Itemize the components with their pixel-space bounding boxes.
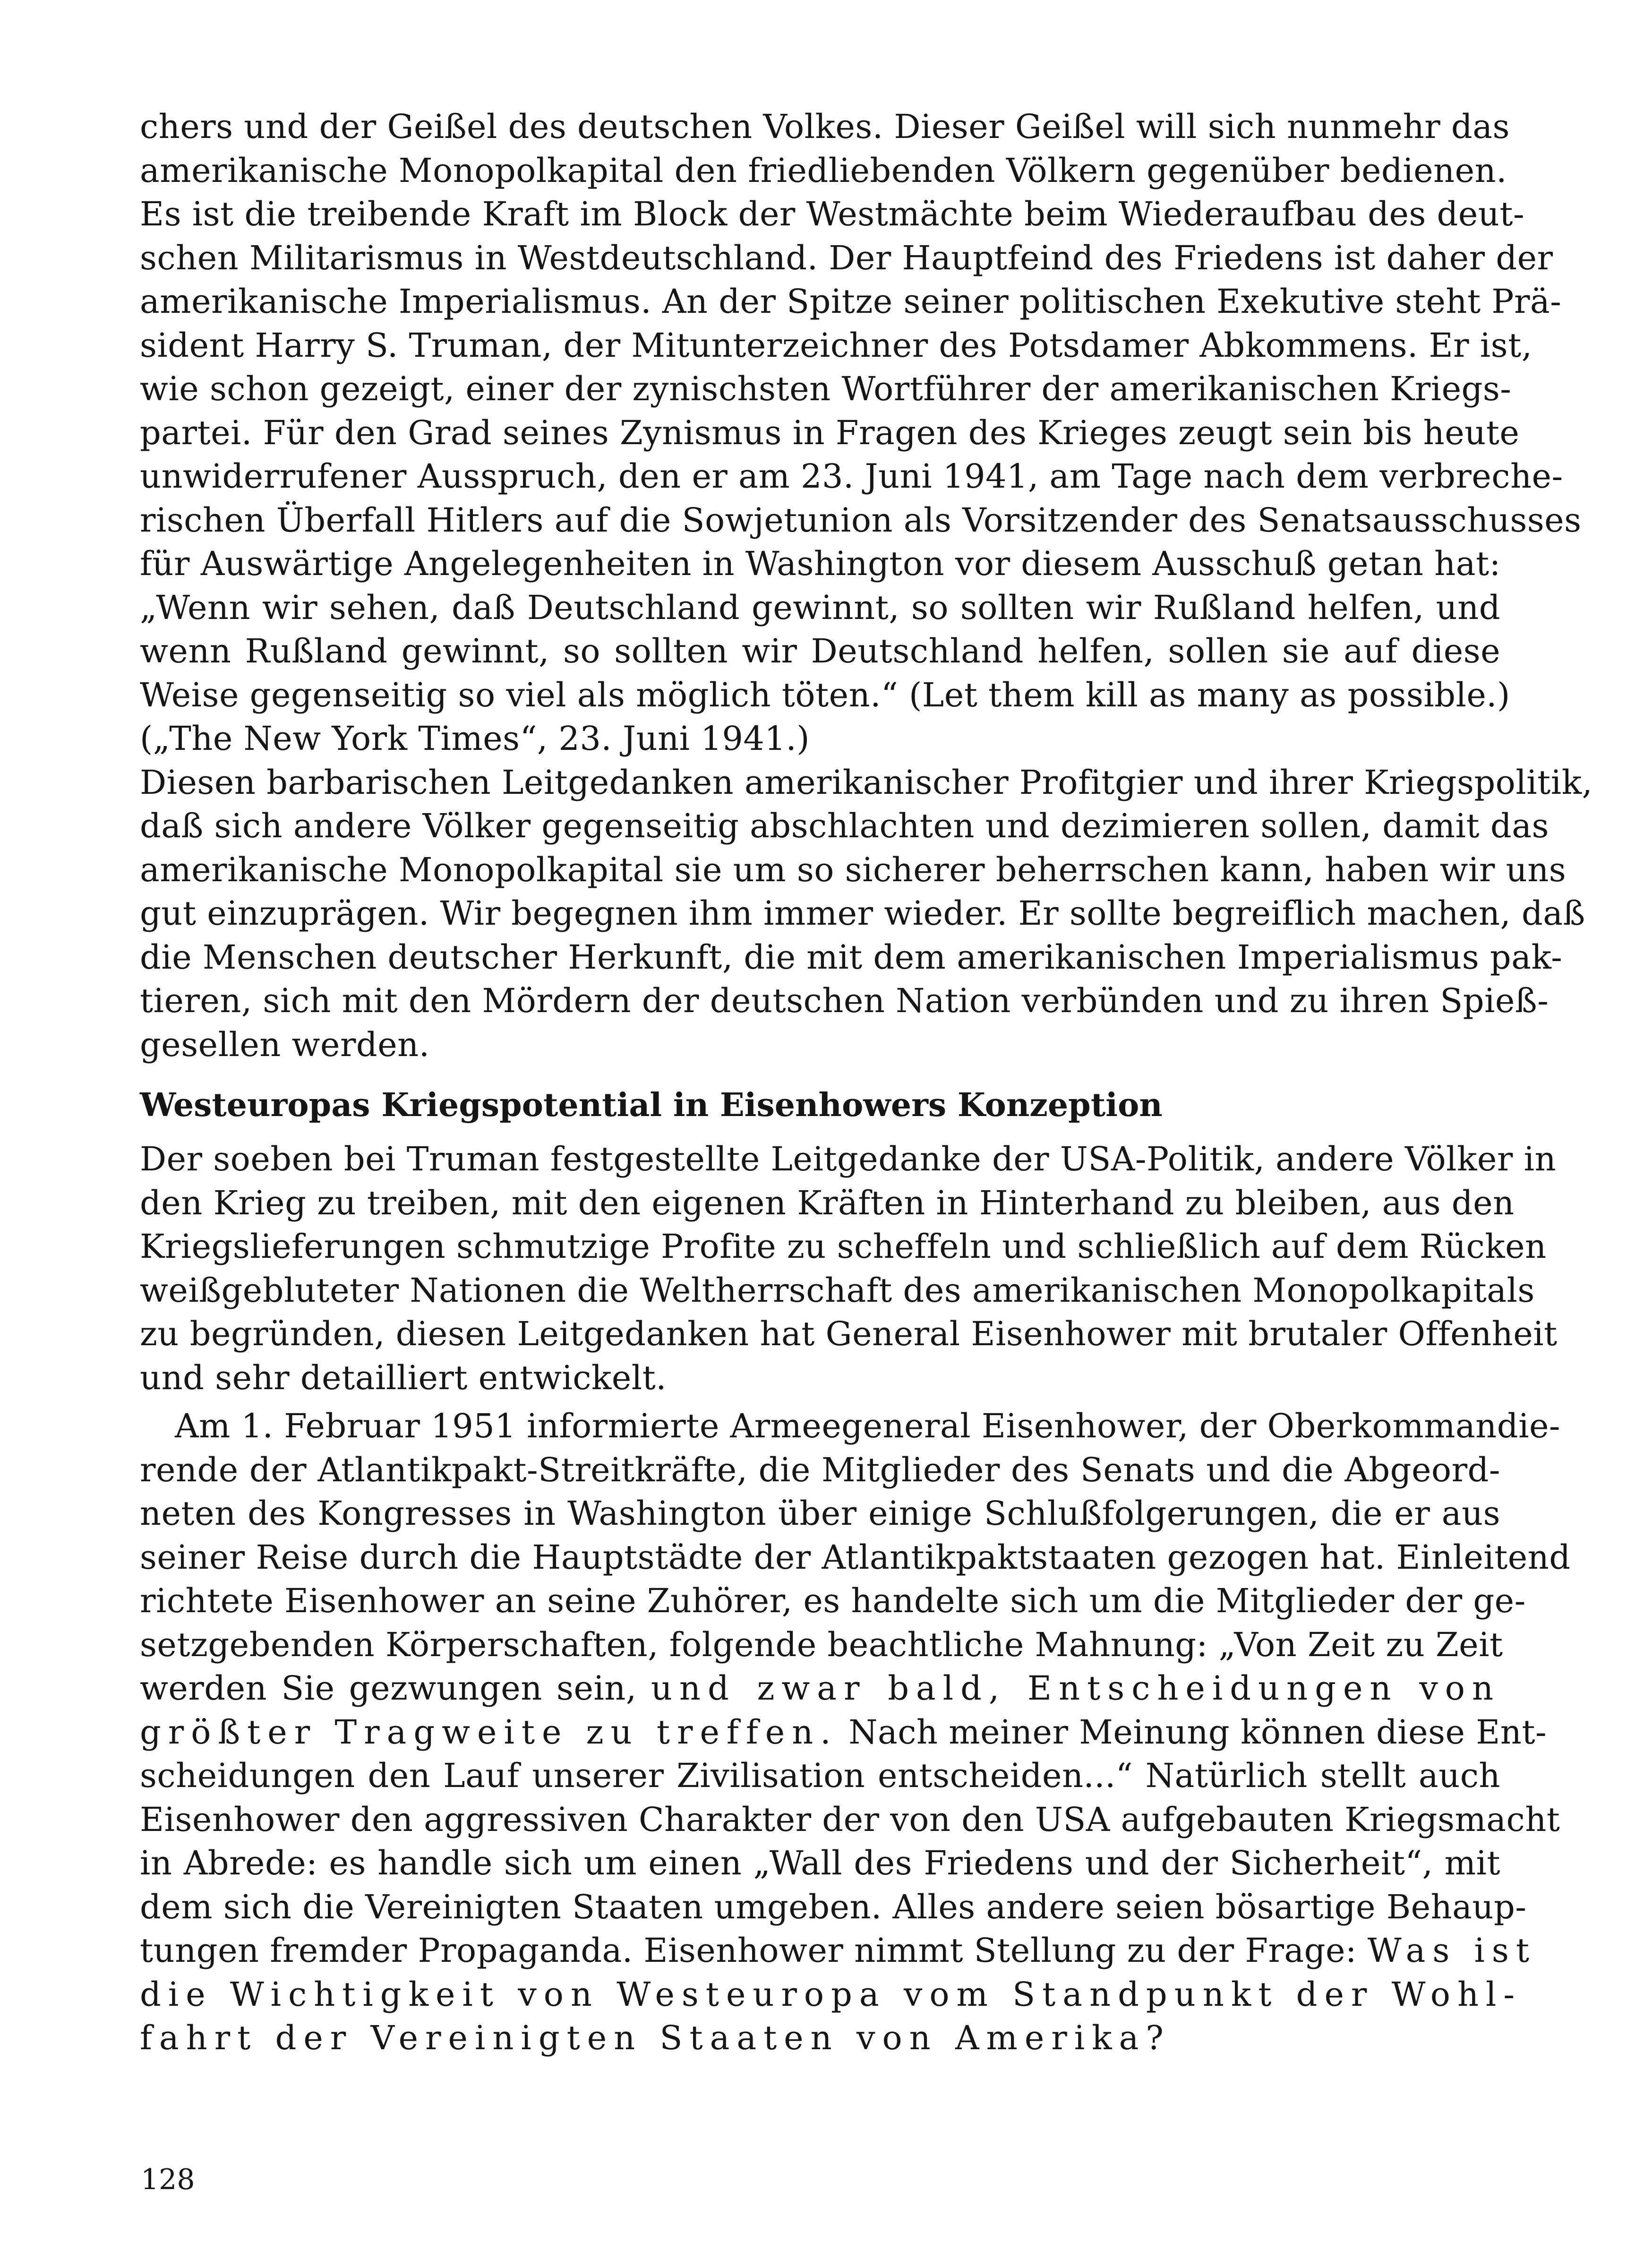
text-line: Diesen barbarischen Leitgedanken amerikanischer Profitgier und ihrer Kriegspolitik, xyxy=(140,763,1593,802)
text-line: wenn Rußland gewinnt, so sollten wir Deutschland helfen, sollen sie auf diese xyxy=(140,632,1500,670)
paragraph-leitgedanken xyxy=(140,761,1593,1067)
text-line: daß sich andere Völker gegenseitig abschlachten und dezimieren sollen, damit das xyxy=(140,807,1549,845)
book-page xyxy=(140,105,1593,2060)
text-line: gesellen werden. xyxy=(140,1025,430,1064)
text-line xyxy=(140,1667,1500,1710)
text-run: Nach meiner Meinung können diese Ent- xyxy=(838,1712,1547,1752)
text-line: in Abrede: es handle sich um einen „Wall des Friedens und der Sicherheit“, mit xyxy=(140,1844,1500,1882)
text-line xyxy=(140,1710,1547,1754)
text-line: chers und der Geißel des deutschen Volkes. Dieser Geißel will sich nunmehr das xyxy=(140,107,1510,146)
text-line: setzgebenden Körperschaften, folgende beachtliche Mahnung: „Von Zeit zu Zeit xyxy=(140,1625,1503,1664)
text-line: zu begründen, diesen Leitgedanken hat General Eisenhower mit brutaler Offenheit xyxy=(140,1314,1558,1353)
text-line: den Krieg zu treiben, mit den eigenen Kräften in Hinterhand zu bleiben, aus den xyxy=(140,1183,1515,1222)
text-line: Kriegslieferungen schmutzige Profite zu scheffeln und schließlich auf dem Rücken xyxy=(140,1227,1547,1266)
text-line: Der soeben bei Truman festgestellte Leitgedanke der USA-Politik, andere Völker in xyxy=(140,1140,1557,1178)
text-line: unwiderrufener Ausspruch, den er am 23. Juni 1941, am Tage nach dem verbreche- xyxy=(140,457,1563,496)
text-line: für Auswärtige Angelegenheiten in Washington vor diesem Ausschuß getan hat: xyxy=(140,544,1501,583)
emphasized-text: größter Tragweite zu treffen. xyxy=(140,1712,838,1752)
paragraph-eisenhower xyxy=(140,1404,1571,2060)
text-line: seiner Reise durch die Hauptstädte der Atlantikpaktstaaten gezogen hat. Einleitend xyxy=(140,1538,1571,1577)
text-line: wie schon gezeigt, einer der zynischsten Wortführer der amerikanischen Kriegs- xyxy=(140,369,1512,408)
text-line: scheidungen den Lauf unserer Zivilisation entscheiden...“ Natürlich stellt auch xyxy=(140,1756,1500,1795)
text-line xyxy=(140,1929,1536,1973)
text-run: tungen fremder Propaganda. Eisenhower nimmt Stellung zu der Frage: xyxy=(140,1931,1368,1970)
section-heading: Westeuropas Kriegspotential in Eisenhowers Konzeption xyxy=(140,1086,1163,1124)
text-line: neten des Kongresses in Washington über einige Schlußfolgerungen, die er aus xyxy=(140,1494,1500,1533)
text-line: sident Harry S. Truman, der Mitunterzeichner des Potsdamer Abkommens. Er ist, xyxy=(140,326,1533,365)
text-line: Am 1. Februar 1951 informierte Armeegeneral Eisenhower, der Oberkommandie- xyxy=(175,1407,1561,1445)
text-line: amerikanische Monopolkapital den friedliebenden Völkern gegenüber bedienen. xyxy=(140,151,1507,190)
text-line: Weise gegenseitig so viel als möglich töten.“ (Let them kill as many as possible.) xyxy=(140,675,1510,714)
emphasized-text-line: fahrt der Vereinigten Staaten von Amerika? xyxy=(140,2019,1171,2057)
text-line: amerikanische Monopolkapital sie um so sicherer beherrschen kann, haben wir uns xyxy=(140,850,1567,889)
text-line: „Wenn wir sehen, daß Deutschland gewinnt, so sollten wir Rußland helfen, und xyxy=(140,588,1500,627)
text-line: amerikanische Imperialismus. An der Spitze seiner politischen Exekutive steht Prä- xyxy=(140,282,1562,321)
text-line: tieren, sich mit den Mördern der deutschen Nation verbünden und zu ihren Spieß- xyxy=(140,981,1549,1020)
text-line: schen Militarismus in Westdeutschland. Der Hauptfeind des Friedens ist daher der xyxy=(140,238,1553,277)
emphasized-text-line: die Wichtigkeit von Westeuropa vom Standpunkt der Wohl- xyxy=(140,1975,1522,2014)
text-line: weißgebluteter Nationen die Weltherrschaft des amerikanischen Monopolkapitals xyxy=(140,1271,1535,1310)
emphasized-text: Was ist xyxy=(1367,1931,1536,1970)
text-line: gut einzuprägen. Wir begegnen ihm immer wieder. Er sollte begreiflich machen, daß xyxy=(140,894,1585,933)
paragraph-truman xyxy=(140,105,1582,761)
text-line: rende der Atlantikpakt-Streitkräfte, die Mitglieder des Senats und die Abgeord- xyxy=(140,1450,1500,1489)
emphasized-text: und zwar bald, Entscheidungen von xyxy=(651,1669,1500,1708)
text-line: dem sich die Vereinigten Staaten umgeben. Alles andere seien bösartige Behaup- xyxy=(140,1887,1527,1926)
paragraph-usa-politik xyxy=(140,1137,1558,1400)
text-line: und sehr detailliert entwickelt. xyxy=(140,1358,667,1397)
text-line: Eisenhower den aggressiven Charakter der von den USA aufgebauten Kriegsmacht xyxy=(140,1800,1560,1839)
page-number: 128 xyxy=(141,2163,195,2196)
text-line: die Menschen deutscher Herkunft, die mit dem amerikanischen Imperialismus pak- xyxy=(140,937,1563,977)
text-line: partei. Für den Grad seines Zynismus in Fragen des Krieges zeugt sein bis heute xyxy=(140,413,1520,452)
text-line: richtete Eisenhower an seine Zuhörer, es handelte sich um die Mitglieder der ge- xyxy=(140,1581,1526,1620)
text-line: Es ist die treibende Kraft im Block der Westmächte beim Wiederaufbau des deut- xyxy=(140,195,1525,233)
paragraph-gap xyxy=(140,1400,1500,1404)
text-line: rischen Überfall Hitlers auf die Sowjetunion als Vorsitzender des Senatsausschusses xyxy=(140,500,1582,540)
text-run: werden Sie gezwungen sein, xyxy=(140,1669,651,1708)
text-line: („The New York Times“, 23. Juni 1941.) xyxy=(140,719,810,758)
